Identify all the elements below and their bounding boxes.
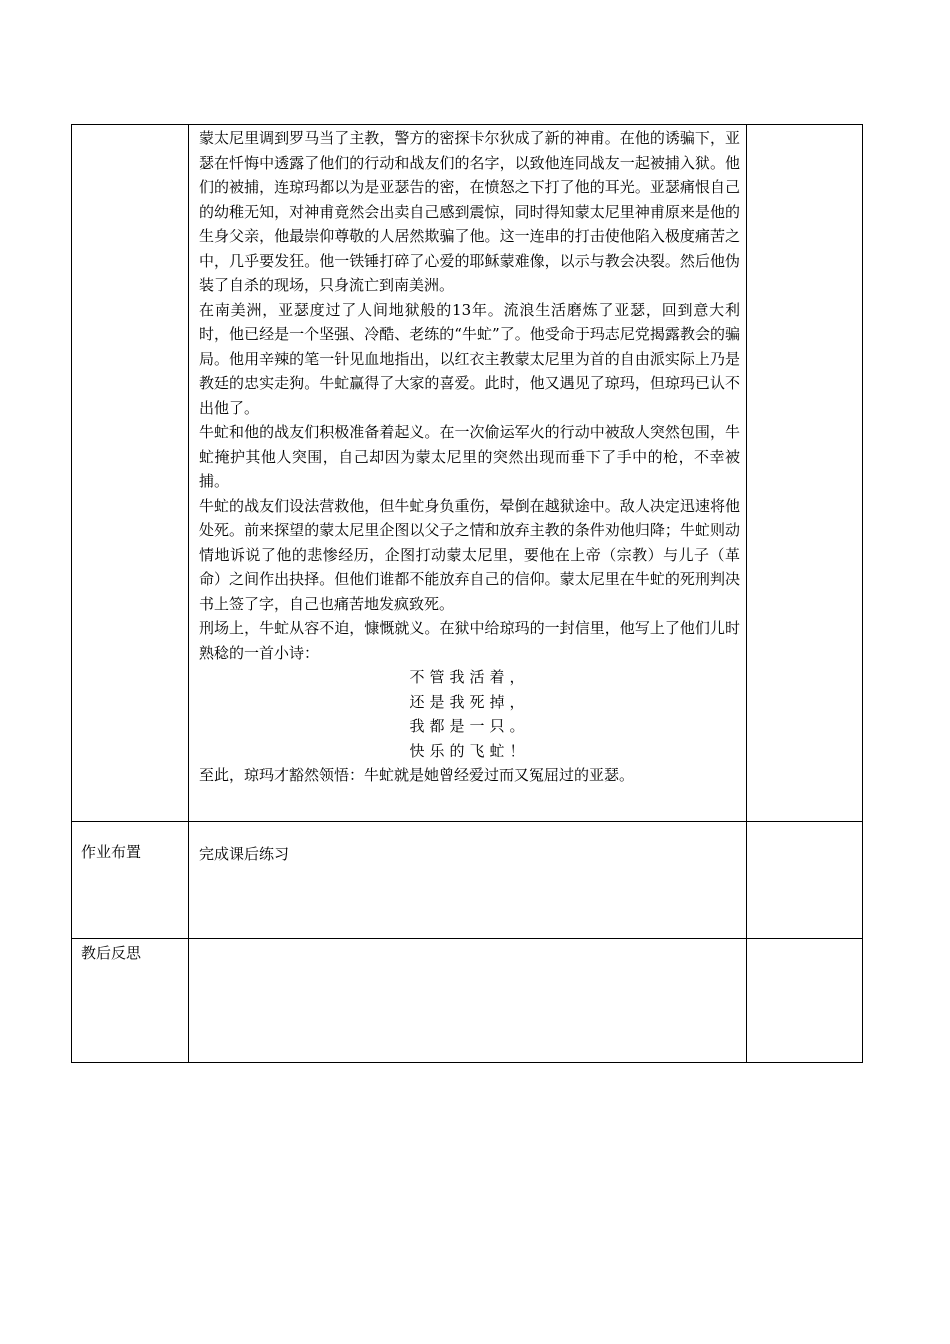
story-paragraph: 牛虻和他的战友们积极准备着起义。在一次偷运军火的行动中被敌人突然包围，牛虻掩护其他人突围，自己却因为蒙太尼里的突然出现而垂下了手中的枪，不幸被捕。: [199, 423, 740, 490]
story-paragraph: 在南美洲，亚瑟度过了人间地狱般的13年。流浪生活磨炼了亚瑟，回到意大利时，他已经是一个坚强、冷酷、老练的“牛虻”了。他受命于玛志尼党揭露教会的骗局。他用辛辣的笔一针见血地指出，以红衣主教蒙太尼里为首的自由派实际上乃是教廷的忠实走狗。牛虻赢得了大家的喜爱。此时，他又遇见了琼玛，但琼玛已认不出他了。: [199, 300, 740, 417]
reflection-row: [72, 939, 863, 1063]
poem-line: 还是我死掉，: [409, 692, 530, 711]
poem-line: 不管我活着，: [409, 668, 530, 686]
reflection-label: 教后反思: [81, 944, 142, 962]
reflection-label-cell: [72, 939, 189, 1063]
story-paragraph: 蒙太尼里调到罗马当了主教，警方的密探卡尔狄成了新的神甫。在他的诱骗下，亚瑟在忏悔中透露了他们的行动和战友们的名字，以致他连同战友一起被捕入狱。他们的被捕，连琼玛都以为是亚瑟告的密，在愤怒之下打了他的耳光。亚瑟痛恨自己的幼稚无知，对神甫竟然会出卖自己感到震惊，同时得知蒙太尼里神甫原来是他的生身父亲，他最崇仰尊敬的人居然欺骗了他。这一连串的打击使他陷入极度痛苦之中，几乎要发狂。他一铁锤打碎了心爱的耶稣蒙难像，以示与教会决裂。然后他伪装了自杀的现场，只身流亡到南美洲。: [199, 129, 740, 294]
poem: [199, 665, 740, 763]
homework-content-cell: [189, 822, 747, 939]
reflection-notes-cell: [747, 939, 863, 1063]
story-notes-cell: [747, 125, 863, 822]
reflection-content-cell: [189, 939, 747, 1063]
story-closing: 至此，琼玛才豁然领悟：牛虻就是她曾经爱过而又冤屈过的亚瑟。: [199, 766, 635, 784]
lesson-plan-table: [71, 124, 863, 1063]
story-row: [72, 125, 863, 822]
homework-content: 完成课后练习: [199, 845, 290, 863]
story-text: [189, 125, 746, 790]
homework-label-cell: [72, 822, 189, 939]
homework-label: 作业布置: [81, 843, 142, 861]
story-label-cell: [72, 125, 189, 822]
poem-line: 我都是一只。: [409, 717, 530, 735]
story-cell: [189, 125, 747, 822]
reflection-content: [189, 939, 746, 961]
poem-line: 快乐的飞虻！: [409, 741, 530, 760]
homework-notes-cell: [747, 822, 863, 939]
homework-row: [72, 822, 863, 939]
story-paragraph: 牛虻的战友们设法营救他，但牛虻身负重伤，晕倒在越狱途中。敌人决定迅速将他处死。前来探望的蒙太尼里企图以父子之情和放弃主教的条件劝他归降；牛虻则动情地诉说了他的悲惨经历，企图打动蒙太尼里，要他在上帝（宗教）与儿子（革命）之间作出抉择。但他们谁都不能放弃自己的信仰。蒙太尼里在牛虻的死刑判决书上签了字，自己也痛苦地发疯致死。: [199, 496, 740, 613]
story-paragraph: 刑场上，牛虻从容不迫，慷慨就义。在狱中给琼玛的一封信里，他写上了他们儿时熟稔的一首小诗：: [199, 619, 740, 662]
